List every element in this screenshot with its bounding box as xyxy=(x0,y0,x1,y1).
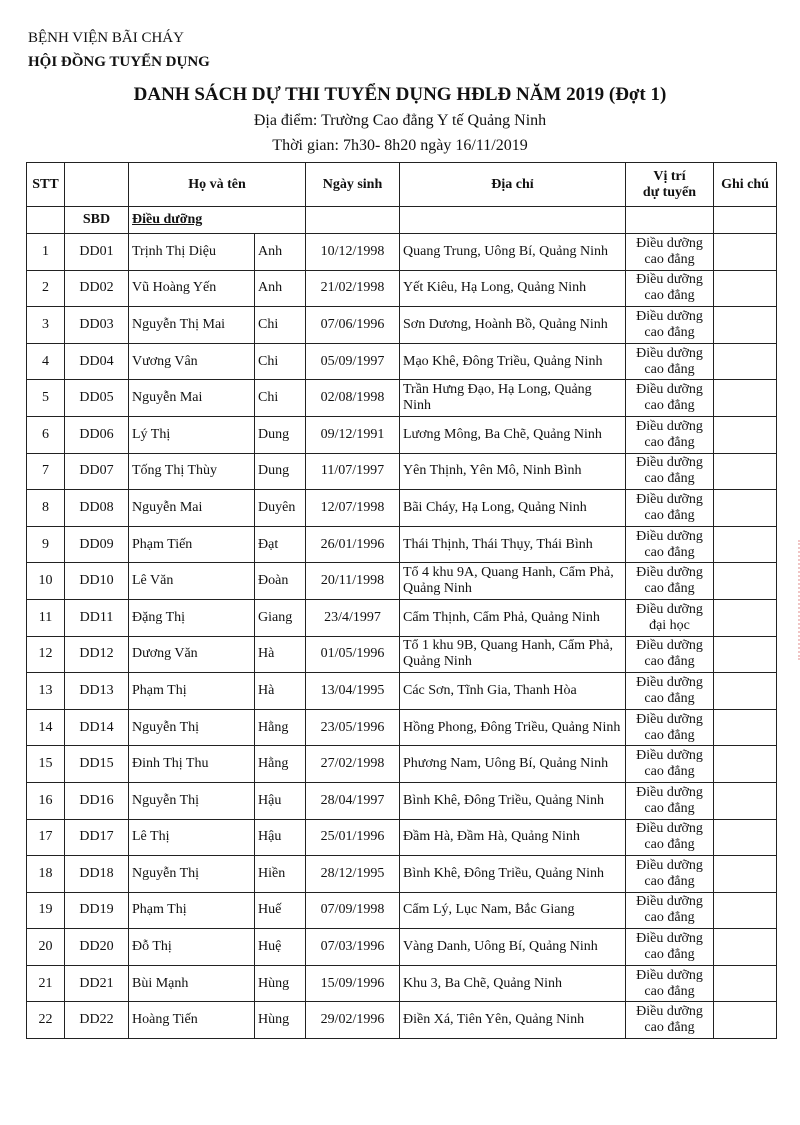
last-name-cell: Phạm Thị xyxy=(129,673,255,710)
address-cell: Bình Khê, Đông Triều, Quảng Ninh xyxy=(400,856,626,893)
sbd-cell: DD15 xyxy=(65,746,129,783)
position-cell xyxy=(626,563,714,600)
first-name-cell: Dung xyxy=(255,453,306,490)
note-cell xyxy=(714,380,777,417)
last-name-cell: Đỗ Thị xyxy=(129,929,255,966)
table-row xyxy=(27,856,777,893)
note-cell xyxy=(714,746,777,783)
position-line1: Điều dưỡng xyxy=(636,272,703,288)
first-name-cell: Chi xyxy=(255,380,306,417)
position-cell xyxy=(626,673,714,710)
last-name-cell: Vũ Hoàng Yến xyxy=(129,270,255,307)
header-position-line1: Vị trí xyxy=(653,168,686,184)
table-row xyxy=(27,234,777,271)
header-note: Ghi chú xyxy=(714,163,777,207)
table-row xyxy=(27,343,777,380)
document-title: DANH SÁCH DỰ THI TUYỂN DỤNG HĐLĐ NĂM 2019 (Đợt 1) xyxy=(133,84,667,105)
position-cell xyxy=(626,929,714,966)
position-line1: Điều dưỡng xyxy=(636,382,703,398)
sbd-cell: DD19 xyxy=(65,892,129,929)
address-cell: Quang Trung, Uông Bí, Quảng Ninh xyxy=(400,234,626,271)
first-name-cell: Hậu xyxy=(255,782,306,819)
position-cell xyxy=(626,453,714,490)
address-cell: Tổ 1 khu 9B, Quang Hanh, Cẩm Phả, Quảng Ninh xyxy=(400,636,626,673)
sbd-label: SBD xyxy=(65,207,129,234)
sbd-cell: DD14 xyxy=(65,709,129,746)
position-cell xyxy=(626,819,714,856)
dob-cell: 07/06/1996 xyxy=(306,307,400,344)
table-row xyxy=(27,416,777,453)
note-cell xyxy=(714,673,777,710)
table-row xyxy=(27,673,777,710)
first-name-cell: Hà xyxy=(255,636,306,673)
table-row xyxy=(27,782,777,819)
last-name-cell: Lê Thị xyxy=(129,819,255,856)
first-name-cell: Giang xyxy=(255,599,306,636)
last-name-cell: Nguyễn Thị xyxy=(129,782,255,819)
last-name-cell: Nguyễn Mai xyxy=(129,380,255,417)
note-cell xyxy=(714,453,777,490)
address-cell: Đầm Hà, Đầm Hà, Quảng Ninh xyxy=(400,819,626,856)
position-line2: cao đẳng xyxy=(644,654,695,670)
first-name-cell: Anh xyxy=(255,234,306,271)
position-line1: Điều dưỡng xyxy=(636,418,703,434)
position-line2: cao đẳng xyxy=(644,690,695,706)
address-cell: Các Sơn, Tĩnh Gia, Thanh Hòa xyxy=(400,673,626,710)
stt-cell: 9 xyxy=(27,526,65,563)
header-stt: STT xyxy=(27,163,65,207)
dob-cell: 11/07/1997 xyxy=(306,453,400,490)
table-row xyxy=(27,709,777,746)
header-address: Địa chỉ xyxy=(400,163,626,207)
dob-cell: 01/05/1996 xyxy=(306,636,400,673)
last-name-cell: Hoàng Tiến xyxy=(129,1002,255,1039)
stt-cell: 2 xyxy=(27,270,65,307)
address-cell: Yên Thịnh, Yên Mô, Ninh Bình xyxy=(400,453,626,490)
last-name-cell: Vương Vân xyxy=(129,343,255,380)
note-cell xyxy=(714,526,777,563)
table-row xyxy=(27,599,777,636)
address-cell: Mạo Khê, Đông Triều, Quảng Ninh xyxy=(400,343,626,380)
group-blank xyxy=(714,207,777,234)
position-line2: cao đẳng xyxy=(644,544,695,560)
note-cell xyxy=(714,416,777,453)
position-line1: Điều dưỡng xyxy=(636,638,703,654)
dob-cell: 28/12/1995 xyxy=(306,856,400,893)
position-cell xyxy=(626,856,714,893)
last-name-cell: Nguyễn Thị xyxy=(129,709,255,746)
stt-cell: 15 xyxy=(27,746,65,783)
first-name-cell: Hiền xyxy=(255,856,306,893)
stt-cell: 17 xyxy=(27,819,65,856)
last-name-cell: Nguyễn Thị xyxy=(129,856,255,893)
table-row xyxy=(27,965,777,1002)
stt-cell: 7 xyxy=(27,453,65,490)
dob-cell: 20/11/1998 xyxy=(306,563,400,600)
sbd-cell: DD16 xyxy=(65,782,129,819)
table-row xyxy=(27,892,777,929)
position-line2: cao đẳng xyxy=(644,764,695,780)
last-name-cell: Dương Văn xyxy=(129,636,255,673)
table-row xyxy=(27,526,777,563)
sbd-cell: DD07 xyxy=(65,453,129,490)
first-name-cell: Chi xyxy=(255,307,306,344)
header-position-line2: dự tuyển xyxy=(642,184,697,200)
group-label: Điều dưỡng xyxy=(129,207,306,234)
position-line2: cao đẳng xyxy=(644,873,695,889)
last-name-cell: Lý Thị xyxy=(129,416,255,453)
first-name-cell: Hùng xyxy=(255,1002,306,1039)
sbd-cell: DD11 xyxy=(65,599,129,636)
position-line2: cao đẳng xyxy=(644,398,695,414)
stt-cell: 6 xyxy=(27,416,65,453)
note-cell xyxy=(714,782,777,819)
last-name-cell: Lê Văn xyxy=(129,563,255,600)
first-name-cell: Hậu xyxy=(255,819,306,856)
position-line1: Điều dưỡng xyxy=(636,857,703,873)
table-row xyxy=(27,453,777,490)
last-name-cell: Tống Thị Thùy xyxy=(129,453,255,490)
position-line1: Điều dưỡng xyxy=(636,345,703,361)
first-name-cell: Đoàn xyxy=(255,563,306,600)
address-cell: Lương Mông, Ba Chẽ, Quảng Ninh xyxy=(400,416,626,453)
position-line2: cao đẳng xyxy=(644,1020,695,1036)
position-cell xyxy=(626,270,714,307)
exam-location: Địa điểm: Trường Cao đẳng Y tế Quảng Ninh xyxy=(253,112,547,129)
position-line1: Điều dưỡng xyxy=(636,931,703,947)
stt-cell: 8 xyxy=(27,490,65,527)
sbd-cell: DD09 xyxy=(65,526,129,563)
position-cell xyxy=(626,416,714,453)
position-line2: cao đẳng xyxy=(644,581,695,597)
address-cell: Yết Kiêu, Hạ Long, Quảng Ninh xyxy=(400,270,626,307)
position-line2: cao đẳng xyxy=(644,910,695,926)
note-cell xyxy=(714,636,777,673)
position-line1: Điều dưỡng xyxy=(636,308,703,324)
position-line2: cao đẳng xyxy=(644,324,695,340)
first-name-cell: Hằng xyxy=(255,709,306,746)
address-cell: Sơn Dương, Hoành Bồ, Quảng Ninh xyxy=(400,307,626,344)
stt-cell: 12 xyxy=(27,636,65,673)
note-cell xyxy=(714,234,777,271)
table-row xyxy=(27,307,777,344)
dob-cell: 05/09/1997 xyxy=(306,343,400,380)
stt-cell: 19 xyxy=(27,892,65,929)
position-cell xyxy=(626,709,714,746)
dob-cell: 09/12/1991 xyxy=(306,416,400,453)
sbd-cell: DD10 xyxy=(65,563,129,600)
position-cell xyxy=(626,526,714,563)
note-cell xyxy=(714,892,777,929)
address-cell: Trần Hưng Đạo, Hạ Long, Quảng Ninh xyxy=(400,380,626,417)
stt-cell: 3 xyxy=(27,307,65,344)
group-stt-blank xyxy=(27,207,65,234)
stt-cell: 22 xyxy=(27,1002,65,1039)
address-cell: Khu 3, Ba Chẽ, Quảng Ninh xyxy=(400,965,626,1002)
note-cell xyxy=(714,490,777,527)
position-cell xyxy=(626,490,714,527)
position-line1: Điều dưỡng xyxy=(636,565,703,581)
position-line2: cao đẳng xyxy=(644,727,695,743)
position-line2: cao đẳng xyxy=(644,800,695,816)
address-cell: Cẩm Thịnh, Cẩm Phả, Quảng Ninh xyxy=(400,599,626,636)
stt-cell: 13 xyxy=(27,673,65,710)
position-line1: Điều dưỡng xyxy=(636,748,703,764)
address-cell: Hồng Phong, Đông Triều, Quảng Ninh xyxy=(400,709,626,746)
last-name-cell: Phạm Thị xyxy=(129,892,255,929)
position-cell xyxy=(626,746,714,783)
last-name-cell: Đinh Thị Thu xyxy=(129,746,255,783)
stt-cell: 14 xyxy=(27,709,65,746)
note-cell xyxy=(714,599,777,636)
position-line1: Điều dưỡng xyxy=(636,711,703,727)
sbd-cell: DD08 xyxy=(65,490,129,527)
first-name-cell: Anh xyxy=(255,270,306,307)
table-row xyxy=(27,270,777,307)
dob-cell: 21/02/1998 xyxy=(306,270,400,307)
exam-time: Thời gian: 7h30- 8h20 ngày 16/11/2019 xyxy=(272,137,528,154)
stt-cell: 11 xyxy=(27,599,65,636)
position-line2: cao đẳng xyxy=(644,837,695,853)
table-row xyxy=(27,819,777,856)
stamp-mark xyxy=(788,540,800,660)
last-name-cell: Bùi Mạnh xyxy=(129,965,255,1002)
position-line1: Điều dưỡng xyxy=(636,528,703,544)
sbd-cell: DD01 xyxy=(65,234,129,271)
note-cell xyxy=(714,1002,777,1039)
position-cell xyxy=(626,343,714,380)
position-cell xyxy=(626,1002,714,1039)
header-dob: Ngày sinh xyxy=(306,163,400,207)
position-line1: Điều dưỡng xyxy=(636,235,703,251)
note-cell xyxy=(714,929,777,966)
position-cell xyxy=(626,599,714,636)
header-name: Họ và tên xyxy=(129,163,306,207)
first-name-cell: Hùng xyxy=(255,965,306,1002)
note-cell xyxy=(714,563,777,600)
first-name-cell: Huế xyxy=(255,892,306,929)
position-line2: cao đẳng xyxy=(644,983,695,999)
sbd-cell: DD22 xyxy=(65,1002,129,1039)
last-name-cell: Phạm Tiến xyxy=(129,526,255,563)
address-cell: Phương Nam, Uông Bí, Quảng Ninh xyxy=(400,746,626,783)
council-name: HỘI ĐỒNG TUYỂN DỤNG xyxy=(28,54,210,70)
stt-cell: 5 xyxy=(27,380,65,417)
sbd-cell: DD03 xyxy=(65,307,129,344)
position-cell xyxy=(626,234,714,271)
group-blank xyxy=(626,207,714,234)
sbd-cell: DD05 xyxy=(65,380,129,417)
table-row xyxy=(27,380,777,417)
dob-cell: 15/09/1996 xyxy=(306,965,400,1002)
table-row xyxy=(27,636,777,673)
address-cell: Thái Thịnh, Thái Thụy, Thái Bình xyxy=(400,526,626,563)
dob-cell: 23/4/1997 xyxy=(306,599,400,636)
dob-cell: 07/09/1998 xyxy=(306,892,400,929)
first-name-cell: Duyên xyxy=(255,490,306,527)
address-cell: Bãi Cháy, Hạ Long, Quảng Ninh xyxy=(400,490,626,527)
note-cell xyxy=(714,819,777,856)
dob-cell: 13/04/1995 xyxy=(306,673,400,710)
address-cell: Điền Xá, Tiên Yên, Quảng Ninh xyxy=(400,1002,626,1039)
header-sbd-blank xyxy=(65,163,129,207)
position-line2: cao đẳng xyxy=(644,288,695,304)
sbd-cell: DD18 xyxy=(65,856,129,893)
note-cell xyxy=(714,343,777,380)
stt-cell: 20 xyxy=(27,929,65,966)
position-line2: cao đẳng xyxy=(644,434,695,450)
position-line1: Điều dưỡng xyxy=(636,784,703,800)
header-position xyxy=(626,163,714,207)
last-name-cell: Trịnh Thị Diệu xyxy=(129,234,255,271)
organization-name: BỆNH VIỆN BÃI CHÁY xyxy=(28,30,184,46)
dob-cell: 07/03/1996 xyxy=(306,929,400,966)
stt-cell: 10 xyxy=(27,563,65,600)
note-cell xyxy=(714,307,777,344)
sbd-cell: DD17 xyxy=(65,819,129,856)
stt-cell: 18 xyxy=(27,856,65,893)
first-name-cell: Chi xyxy=(255,343,306,380)
dob-cell: 29/02/1996 xyxy=(306,1002,400,1039)
address-cell: Tổ 4 khu 9A, Quang Hanh, Cẩm Phả, Quảng Ninh xyxy=(400,563,626,600)
position-line2: cao đẳng xyxy=(644,251,695,267)
position-line2: cao đẳng xyxy=(644,361,695,377)
note-cell xyxy=(714,270,777,307)
position-line1: Điều dưỡng xyxy=(636,1004,703,1020)
position-cell xyxy=(626,892,714,929)
last-name-cell: Đặng Thị xyxy=(129,599,255,636)
position-cell xyxy=(626,307,714,344)
table-row xyxy=(27,929,777,966)
position-cell xyxy=(626,380,714,417)
table-header-row xyxy=(27,163,777,207)
address-cell: Cẩm Lý, Lục Nam, Bắc Giang xyxy=(400,892,626,929)
note-cell xyxy=(714,965,777,1002)
sbd-cell: DD12 xyxy=(65,636,129,673)
table-row xyxy=(27,563,777,600)
dob-cell: 25/01/1996 xyxy=(306,819,400,856)
sbd-cell: DD02 xyxy=(65,270,129,307)
candidate-table xyxy=(26,162,777,1039)
position-line1: Điều dưỡng xyxy=(636,674,703,690)
position-cell xyxy=(626,636,714,673)
table-row xyxy=(27,1002,777,1039)
group-blank xyxy=(400,207,626,234)
position-cell xyxy=(626,965,714,1002)
position-line1: Điều dưỡng xyxy=(636,821,703,837)
first-name-cell: Đạt xyxy=(255,526,306,563)
dob-cell: 28/04/1997 xyxy=(306,782,400,819)
position-line1: Điều dưỡng xyxy=(636,894,703,910)
dob-cell: 26/01/1996 xyxy=(306,526,400,563)
first-name-cell: Hà xyxy=(255,673,306,710)
first-name-cell: Huệ xyxy=(255,929,306,966)
table-row xyxy=(27,746,777,783)
note-cell xyxy=(714,709,777,746)
position-line2: cao đẳng xyxy=(644,471,695,487)
address-cell: Vàng Danh, Uông Bí, Quảng Ninh xyxy=(400,929,626,966)
stt-cell: 16 xyxy=(27,782,65,819)
first-name-cell: Dung xyxy=(255,416,306,453)
position-line2: cao đẳng xyxy=(644,947,695,963)
position-cell xyxy=(626,782,714,819)
address-cell: Bình Khê, Đông Triều, Quảng Ninh xyxy=(400,782,626,819)
position-line2: đại học xyxy=(649,617,690,633)
dob-cell: 02/08/1998 xyxy=(306,380,400,417)
position-line2: cao đẳng xyxy=(644,507,695,523)
last-name-cell: Nguyễn Thị Mai xyxy=(129,307,255,344)
group-row xyxy=(27,207,777,234)
sbd-cell: DD06 xyxy=(65,416,129,453)
group-blank xyxy=(306,207,400,234)
last-name-cell: Nguyễn Mai xyxy=(129,490,255,527)
position-line1: Điều dưỡng xyxy=(636,967,703,983)
position-line1: Điều dưỡng xyxy=(636,491,703,507)
sbd-cell: DD04 xyxy=(65,343,129,380)
sbd-cell: DD20 xyxy=(65,929,129,966)
dob-cell: 27/02/1998 xyxy=(306,746,400,783)
stt-cell: 1 xyxy=(27,234,65,271)
sbd-cell: DD21 xyxy=(65,965,129,1002)
dob-cell: 10/12/1998 xyxy=(306,234,400,271)
stt-cell: 4 xyxy=(27,343,65,380)
note-cell xyxy=(714,856,777,893)
dob-cell: 23/05/1996 xyxy=(306,709,400,746)
position-line1: Điều dưỡng xyxy=(636,601,703,617)
position-line1: Điều dưỡng xyxy=(636,455,703,471)
dob-cell: 12/07/1998 xyxy=(306,490,400,527)
sbd-cell: DD13 xyxy=(65,673,129,710)
first-name-cell: Hằng xyxy=(255,746,306,783)
table-row xyxy=(27,490,777,527)
stt-cell: 21 xyxy=(27,965,65,1002)
